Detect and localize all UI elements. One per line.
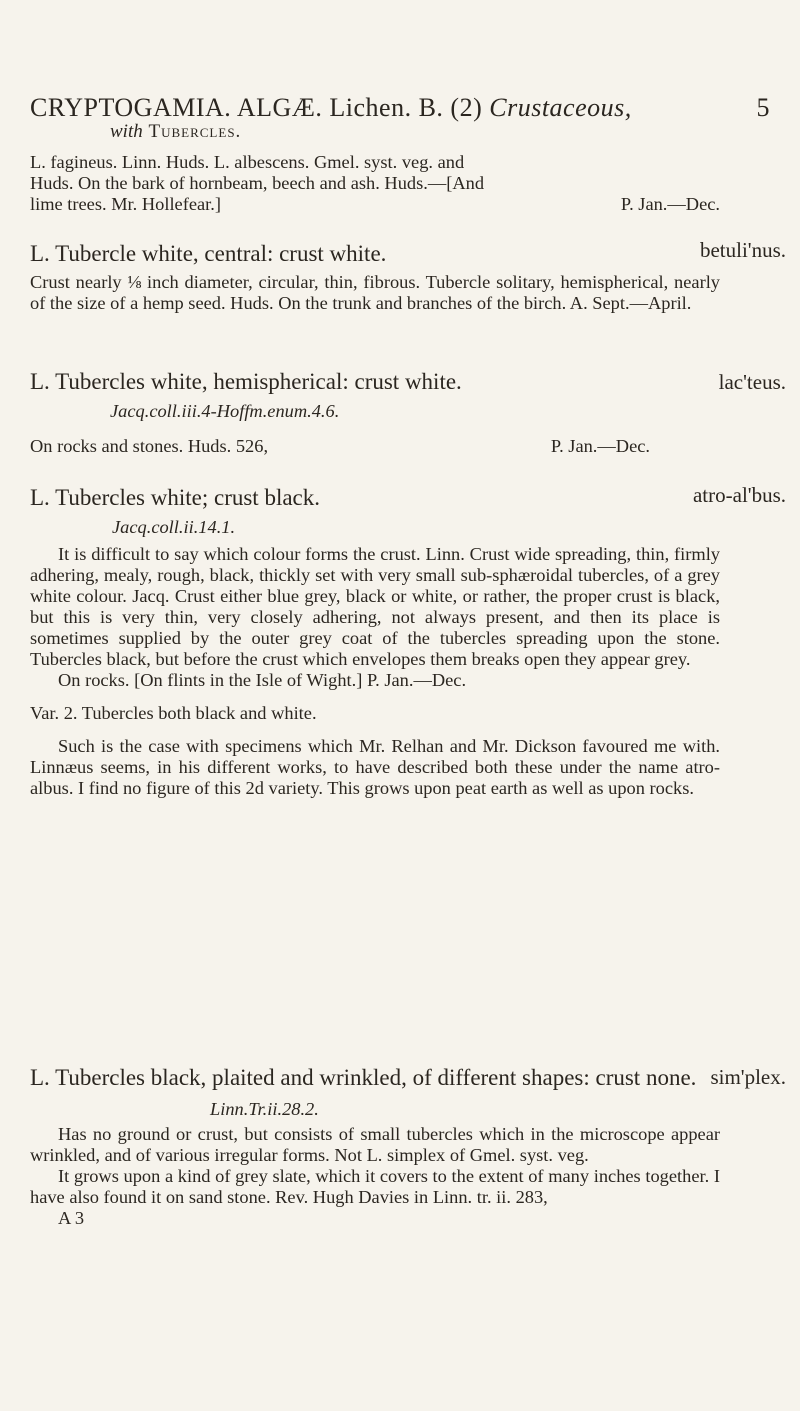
- atroalbus-variety: Var. 2. Tubercles both black and white.: [30, 703, 317, 723]
- entry-lacteus: [30, 368, 720, 457]
- atroalbus-description: It is difficult to say which colour forms the crust. Linn. Crust wide spreading, thin, firmly adhering, mealy, rough, black, thickly set with very small sub-sphæroidal tubercles, of a grey white colour. Jacq. Crust either blue grey, black or white, or rather, the proper crust is black, but this is very thin, very closely adhering, not always present, and then its place is sometimes supplied by the outer grey coat of the tubercles spreading upon the stone. Tubercles black, but before the crust which envelopes them breaks open they appear grey.: [30, 544, 720, 669]
- page-number: 5: [756, 93, 770, 122]
- margin-name-atroalbus: atro-al'bus.: [692, 483, 786, 507]
- betulinus-description: Crust nearly ⅛ inch diameter, circular, thin, fibrous. Tubercle solitary, hemispherical, nearly of the size of a hemp seed. Huds. On the trunk and branches of the birch. A. Sept.—April.: [30, 272, 720, 313]
- margin-name-lacteus: lac'teus.: [718, 370, 786, 394]
- simplex-heading: L. Tubercles black, plaited and wrinkled, of different shapes: crust none.: [30, 1065, 697, 1090]
- fagineus-line-2: Huds. On the bark of hornbeam, beech and ash. Huds.—[And: [30, 173, 485, 193]
- header-crustaceous: Crustaceous,: [489, 93, 632, 122]
- fagineus-line-1: L. fagineus. Linn. Huds. L. albescens. Gmel. syst. veg. and: [30, 152, 465, 172]
- running-header: [30, 93, 770, 123]
- atroalbus-reference: Jacq.coll.ii.14.1.: [112, 517, 236, 537]
- atroalbus-habitat: On rocks. [On flints in the Isle of Wight.] P. Jan.—Dec.: [58, 670, 467, 690]
- entry-atroalbus: [30, 484, 720, 799]
- entry-fagineus: [30, 152, 720, 215]
- signature-mark: A 3: [58, 1208, 85, 1228]
- fagineus-period: P. Jan.—Dec.: [620, 194, 720, 214]
- simplex-description: Has no ground or crust, but consists of small tubercles which in the microscope appear wrinkled, and of various irregular forms. Not L. simplex of Gmel. syst. veg.: [30, 1124, 720, 1165]
- fagineus-line-3: lime trees. Mr. Hollefear.]: [30, 194, 221, 214]
- lacteus-heading: L. Tubercles white, hemispherical: crust white.: [30, 369, 462, 394]
- lacteus-habitat: On rocks and stones. Huds. 526,: [30, 436, 269, 456]
- section-subheader: [110, 121, 241, 143]
- entry-simplex: [30, 1064, 720, 1229]
- entry-betulinus: [30, 240, 720, 314]
- lacteus-period: P. Jan.—Dec.: [550, 436, 650, 456]
- margin-name-simplex: sim'plex.: [710, 1065, 786, 1089]
- header-title: CRYPTOGAMIA. ALGÆ. Lichen. B. (2): [30, 93, 483, 122]
- betulinus-heading: L. Tubercle white, central: crust white.: [30, 241, 387, 266]
- simplex-reference: Linn.Tr.ii.28.2.: [210, 1099, 319, 1119]
- simplex-description-2: It grows upon a kind of grey slate, which it covers to the extent of many inches together. I have also found it on sand stone. Rev. Hugh Davies in Linn. tr. ii. 283,: [30, 1166, 720, 1207]
- subheader-tubercles: Tubercles.: [148, 121, 242, 142]
- atroalbus-note: Such is the case with specimens which Mr. Relhan and Mr. Dickson favoured me with. Linnæus seems, in his different works, to have described both these under the name atro-albus. I find no figure of this 2d variety. This grows upon peat earth as well as upon rocks.: [30, 736, 720, 798]
- subheader-with: with: [110, 121, 143, 142]
- lacteus-reference: Jacq.coll.iii.4-Hoffm.enum.4.6.: [110, 401, 340, 421]
- atroalbus-heading: L. Tubercles white; crust black.: [30, 485, 321, 510]
- margin-name-betulinus: betuli'nus.: [699, 238, 786, 262]
